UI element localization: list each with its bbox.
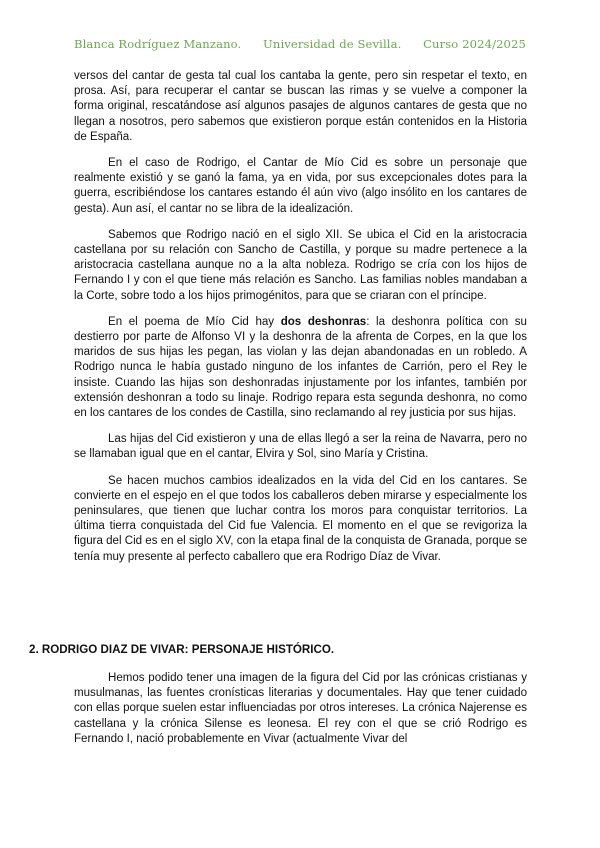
body-text bbox=[74, 69, 527, 576]
deshonras-text-before: En el poema de Mío Cid hay bbox=[108, 315, 281, 328]
deshonras-text-after: : la deshonra política con su destierro por parte de Alfonso VI y la deshonra de la afrenta de Corpes, en la que los maridos de sus hijas les pegan, las violan y las dejan abandonadas en un robledo. A Rodrigo nunca le había gustado ninguno de los infantes de Carrión, pero el Rey le insiste. Cuando las hijas son deshonradas injustamente por los infantes, también por extensión deshonran a todo su linaje. Rodrigo repara esta segunda deshonra, no como en los cantares de los condes de Castilla, sino reclamando al rey justicia por sus hijas. bbox=[74, 315, 527, 420]
deshonras-bold-term: dos deshonras bbox=[280, 315, 367, 328]
paragraph-deshonras bbox=[74, 315, 527, 421]
paragraph-cantar-mio-cid: En el caso de Rodrigo, el Cantar de Mío Cid es sobre un personaje que realmente existió y se ganó la fama, ya en vida, por sus excepcionales dotes para la guerra, escribiéndose los cantares estando él aún vivo (algo insólito en los cantares de gesta). Aun así, el cantar no se libra de la idealización. bbox=[74, 157, 527, 215]
section-heading: 2. RODRIGO DIAZ DE VIVAR: PERSONAJE HISTÓRICO. bbox=[29, 643, 335, 656]
header-university: Universidad de Sevilla. bbox=[263, 37, 402, 51]
paragraph-continuation: versos del cantar de gesta tal cual los cantaba la gente, pero sin respetar el texto, en prosa. Así, para recuperar el cantar se buscan las rimas y se vuelve a componer la forma original, rescatándose así algunos pasajes de algunos cantares de gesta que no llegan a nosotros, pero sabemos que existieron porque están contenidos en la Historia de España. bbox=[74, 70, 527, 143]
paragraph-hijas-del-cid: Las hijas del Cid existieron y una de ellas llegó a ser la reina de Navarra, pero no se llamaban igual que en el cantar, Elvira y Sol, sino María y Cristina. bbox=[74, 433, 527, 461]
paragraph-rodrigo-origin: Sabemos que Rodrigo nació en el siglo XII. Se ubica el Cid en la aristocracia castellana por su relación con Sancho de Castilla, y porque su madre pertenece a la aristocracia castellana aunque no a la alta nobleza. Rodrigo se cría con los hijos de Fernando I y con el que tiene más relación es Sancho. Las familias nobles mandaban a la Corte, sobre todo a los hijos primogénitos, para que se criaran con el príncipe. bbox=[74, 228, 527, 302]
paragraph-idealizacion: Se hacen muchos cambios idealizados en la vida del Cid en los cantares. Se convierte en el espejo en el que todos los caballeros deben mirarse y especialmente los peninsulares, que tienen que luchar contra los moros para conquistar territorios. La última tierra conquistada del Cid fue Valencia. El momento en el que se revigoriza la figura del Cid es en el siglo XV, con la etapa final de la conquista de Granada, porque se tenía muy presente al perfecto caballero que era Rodrigo Díaz de Vivar. bbox=[74, 474, 527, 563]
body-text-section-2 bbox=[74, 671, 527, 747]
header-course: Curso 2024/2025 bbox=[423, 37, 526, 51]
page-header bbox=[74, 37, 526, 55]
header-author: Blanca Rodríguez Manzano. bbox=[74, 37, 242, 51]
paragraph-cronicas: Hemos podido tener una imagen de la figura del Cid por las crónicas cristianas y musulmanas, las fuentes cronísticas literarias y documentales. Hay que tener cuidado con ellas porque suelen estar influenciadas por otros intereses. La crónica Najerense es castellana y la crónica Silense es leonesa. El rey con el que se crió Rodrigo es Fernando I, nació probablemente en Vivar (actualmente Vivar del bbox=[74, 672, 527, 745]
